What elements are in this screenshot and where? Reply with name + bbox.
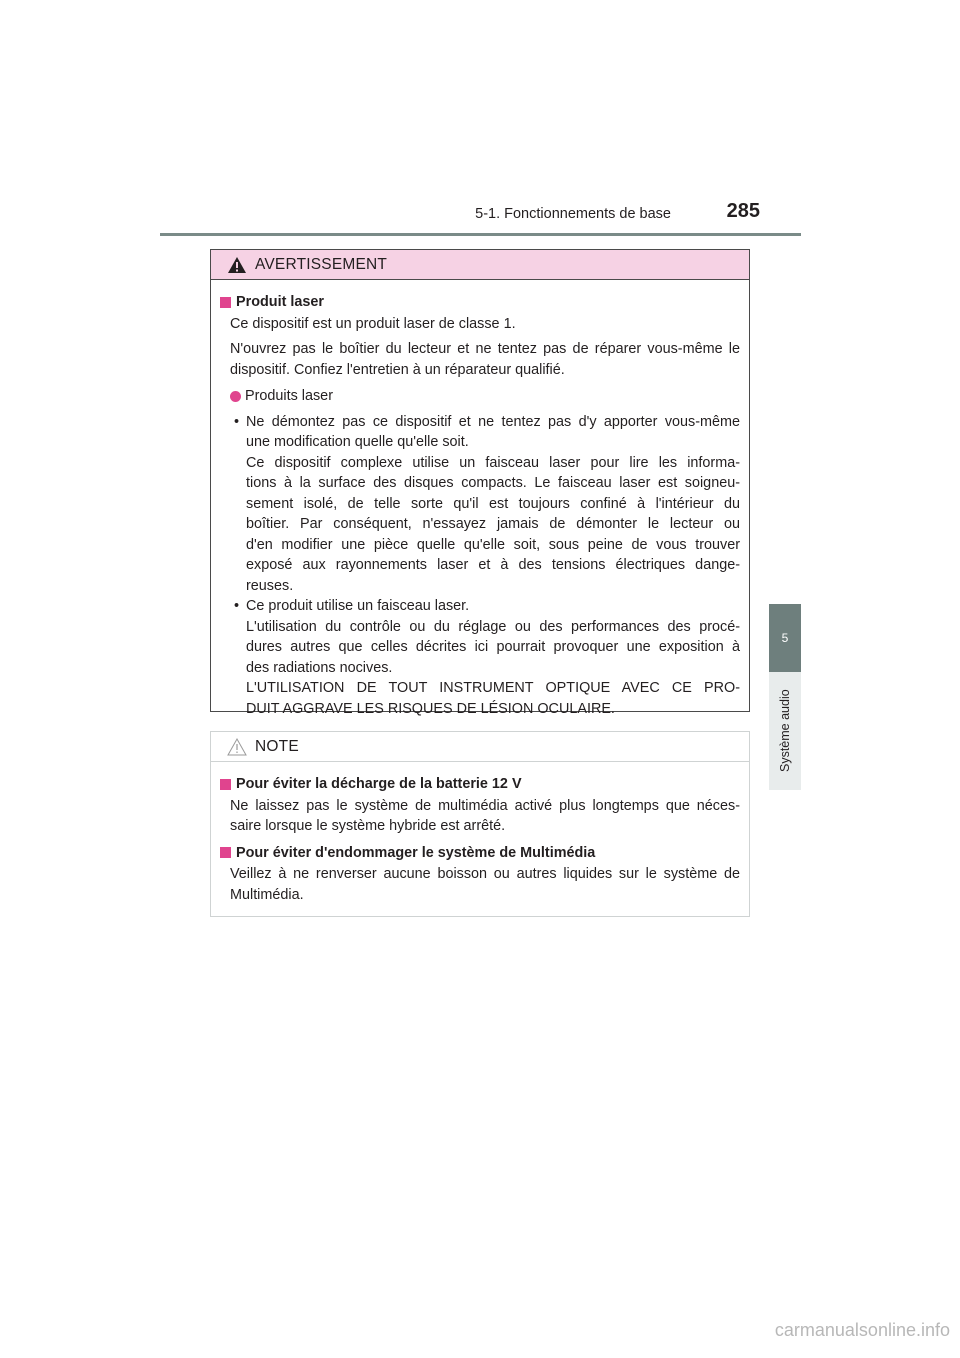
b1-line3: Ce dispositif complexe utilise un faisceau laser pour lire les informa- <box>246 454 740 471</box>
note-para-2 <box>220 864 740 905</box>
note-box <box>210 731 750 917</box>
b2-line5: L'UTILISATION DE TOUT INSTRUMENT OPTIQUE AVEC CE PRO- <box>246 680 740 696</box>
warning-para2-line1: N'ouvrez pas le boîtier du lecteur et ne tentez pas de réparer vous-même le <box>230 341 740 357</box>
circle-bullet-icon <box>230 391 241 402</box>
side-tab-label-text: Système audio <box>778 689 792 773</box>
note-para1-line2: saire lorsque le système hybride est arrêté. <box>230 818 506 834</box>
warning-bullet-1 <box>220 412 740 433</box>
b2-line3: dures autres que celles décrites ici pourrait provoquer une exposition à <box>246 639 740 655</box>
bullet-mark: • <box>234 413 240 430</box>
watermark: carmanualsonline.info <box>774 1320 950 1340</box>
b1-line4: tions à la surface des disques compacts. Le faisceau laser est soigneu- <box>246 475 740 491</box>
warning-box <box>210 249 750 717</box>
warning-heading-text: Produit laser <box>236 294 324 310</box>
b1-line6: boîtier. Par conséquent, n'essayez jamais de démonter le lecteur ou <box>246 516 740 532</box>
note-heading-1 <box>220 774 740 795</box>
b2-line6: DUIT AGGRAVE LES RISQUES DE LÉSION OCULAIRE. <box>246 700 615 717</box>
b1-line9: reuses. <box>246 577 294 594</box>
caution-triangle-icon <box>227 738 247 756</box>
square-bullet-icon <box>220 297 231 308</box>
note-para2-line1: Veillez à ne renverser aucune boisson ou autres liquides sur le système de <box>230 866 740 882</box>
b1-line5: sement isolé, de telle sorte qu'il est toujours confiné à l'intérieur du <box>246 495 740 512</box>
square-bullet-icon <box>220 847 231 858</box>
warning-header <box>211 250 749 280</box>
page-number: 285 <box>726 200 760 222</box>
header-rule <box>160 233 801 236</box>
note-para1-line1: Ne laissez pas le système de multimédia activé plus longtemps que néces- <box>230 797 740 814</box>
warning-subheading <box>220 386 740 407</box>
warning-para1: Ce dispositif est un produit laser de classe 1. <box>230 315 516 332</box>
bullet-mark: • <box>234 598 240 614</box>
side-tab-number: 5 <box>769 604 801 672</box>
b2-line4: des radiations nocives. <box>246 659 393 676</box>
note-para-1 <box>220 796 740 837</box>
warning-body <box>211 280 749 719</box>
note-title: NOTE <box>255 737 299 755</box>
note-header <box>211 732 749 762</box>
note-heading-2-text: Pour éviter d'endommager le système de Multimédia <box>236 844 596 861</box>
note-para2-line2: Multimédia. <box>230 886 304 903</box>
b2-line1: Ce produit utilise un faisceau laser. <box>246 598 470 614</box>
b1-line7: d'en modifier une pièce quelle qu'elle soit, sous peine de vous trouver <box>246 536 740 553</box>
header-section-title: 5-1. Fonctionnements de base <box>475 206 671 222</box>
warning-title: AVERTISSEMENT <box>255 255 388 273</box>
warning-bullet-2 <box>220 596 740 617</box>
side-tab-label <box>769 672 801 790</box>
warning-subheading-text: Produits laser <box>245 388 333 404</box>
b1-line1: Ne démontez pas ce dispositif et ne tentez pas d'y apporter vous-même <box>246 413 740 430</box>
b2-line2: L'utilisation du contrôle ou du réglage ou des performances des procé- <box>246 618 740 635</box>
square-bullet-icon <box>220 779 231 790</box>
warning-heading <box>220 292 740 313</box>
note-body <box>211 762 749 905</box>
b1-line2: une modification quelle qu'elle soit. <box>246 434 469 450</box>
b1-line8: exposé aux rayonnements laser et à des tensions électriques dange- <box>246 557 740 573</box>
warning-para2-line2: dispositif. Confiez l'entretien à un réparateur qualifié. <box>230 361 565 378</box>
warning-para2 <box>220 339 740 380</box>
note-heading-1-text: Pour éviter la décharge de la batterie 12 V <box>236 776 522 792</box>
note-heading-2 <box>220 843 740 864</box>
warning-triangle-icon <box>227 256 247 274</box>
